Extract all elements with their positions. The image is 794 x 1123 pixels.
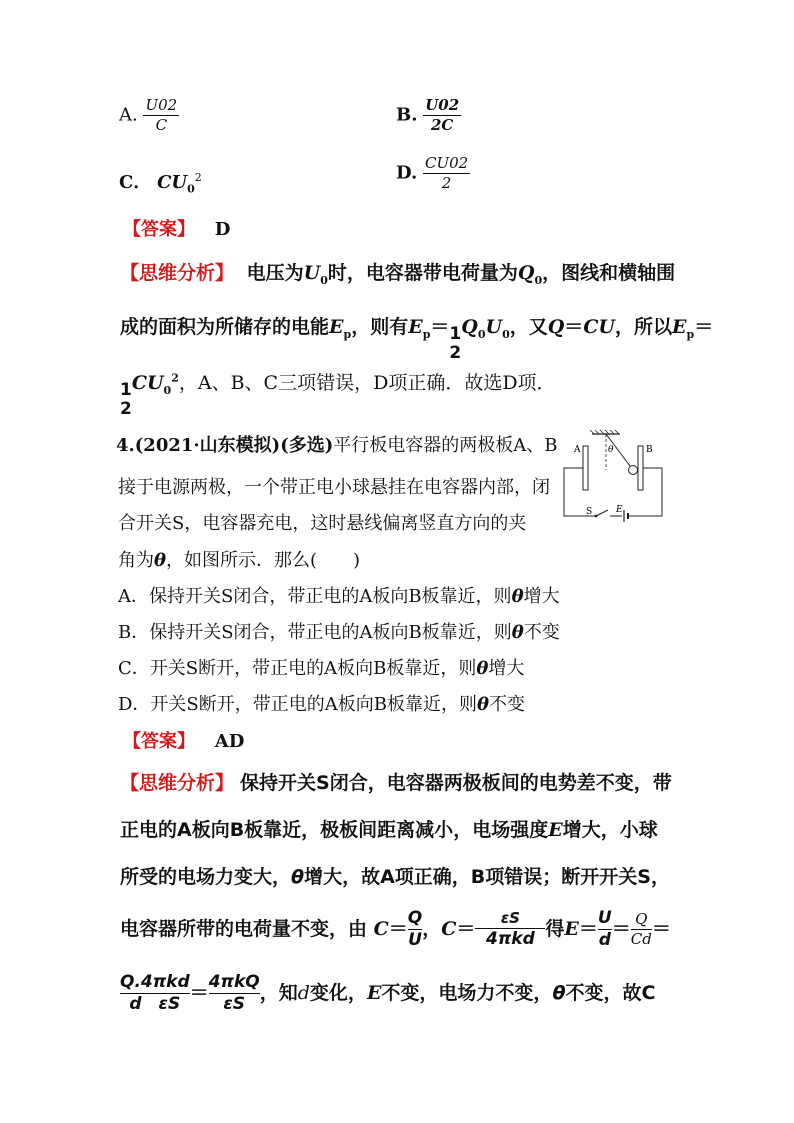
q4-option-b: B．保持开关S闭合，带正电的A板向B板靠近，则θ不变 [118, 622, 560, 643]
option-b-fraction: $\frac{U02}{2C}$ [425, 96, 460, 134]
option-a-fraction: $\frac{U02}{C}$ [145, 96, 178, 134]
capacitor-diagram [558, 430, 670, 524]
option-c: C． $CU_0^2$ [119, 171, 202, 196]
q3-analysis-line-3: 1 2 $CU_0^2$，A、B、C三项错误，D项正确．故选D项． [120, 371, 556, 419]
option-b: B. $\frac{U02}{2C}$ [396, 96, 460, 134]
option-d: D. $\frac{CU02}{2}$ [396, 154, 469, 192]
label-theta: θ [608, 445, 614, 455]
q4-stem-line-2: 接于电源两极，一个带正电小球悬挂在电容器内部，闭 [118, 477, 550, 498]
q4-analysis-line-4: 电容器所带的电荷量不变，由 C＝ $\frac{Q}{U}$ ，C＝ $\frac{\varepsilon S}{\text{4πkd}}$ 得E＝ $\frac{U}{d}$ ＝ $\frac{Q}{Cd}$ ＝ [120, 908, 671, 950]
q4-stem-line-1: 4.(2021·山东模拟)(多选)平行板电容器的两极板A、B [116, 435, 558, 456]
q3-answer: 【答案】 D [123, 219, 231, 240]
q4-analysis-line-5: $\frac{\text{Q.4πkd}}{\text{d εS}}$ ＝ $\frac{\text{4πkQ}}{\varepsilon S}$ ，知d变化，E不变，电场力不变，θ不变，故C [120, 972, 656, 1014]
option-a: A. $\frac{U02}{C}$ [119, 96, 178, 134]
label-emf: E [616, 505, 623, 515]
q4-stem-line-4: 角为θ，如图所示．那么( ) [118, 550, 361, 571]
q4-analysis-line-1: 【思维分析】 保持开关S闭合，电容器两极板间的电势差不变，带 [120, 772, 672, 794]
q4-analysis-line-2: 正电的A板向B板靠近，极板间距离减小，电场强度E增大，小球 [120, 819, 658, 841]
q3-analysis-line-1: 【思维分析】 电压为$U_0$时，电容器带电荷量为$Q_0$，图线和横轴围 [120, 262, 676, 287]
q4-analysis-line-3: 所受的电场力变大，θ增大，故A项正确，B项错误；断开开关S， [120, 866, 670, 888]
q4-option-c: C．开关S断开，带正电的A板向B板靠近，则θ增大 [118, 658, 525, 679]
label-plate-b: B [646, 445, 653, 455]
label-plate-a: A [574, 445, 581, 455]
q4-answer: 【答案】 AD [123, 731, 245, 752]
q3-analysis-line-2: 成的面积为所储存的电能$E_p$，则有$E_p=$ 1 2 $Q_0U_0$，又Q＝CU，所以$E_p=$ [120, 316, 714, 363]
q4-option-a: A．保持开关S闭合，带正电的A板向B板靠近，则θ增大 [118, 586, 560, 607]
q4-option-d: D．开关S断开，带正电的A板向B板靠近，则θ不变 [118, 694, 526, 715]
q4-stem-line-3: 合开关S，电容器充电，这时悬线偏离竖直方向的夹 [118, 513, 527, 534]
option-d-fraction: $\frac{CU02}{2}$ [424, 154, 469, 192]
label-switch: S [586, 507, 593, 517]
